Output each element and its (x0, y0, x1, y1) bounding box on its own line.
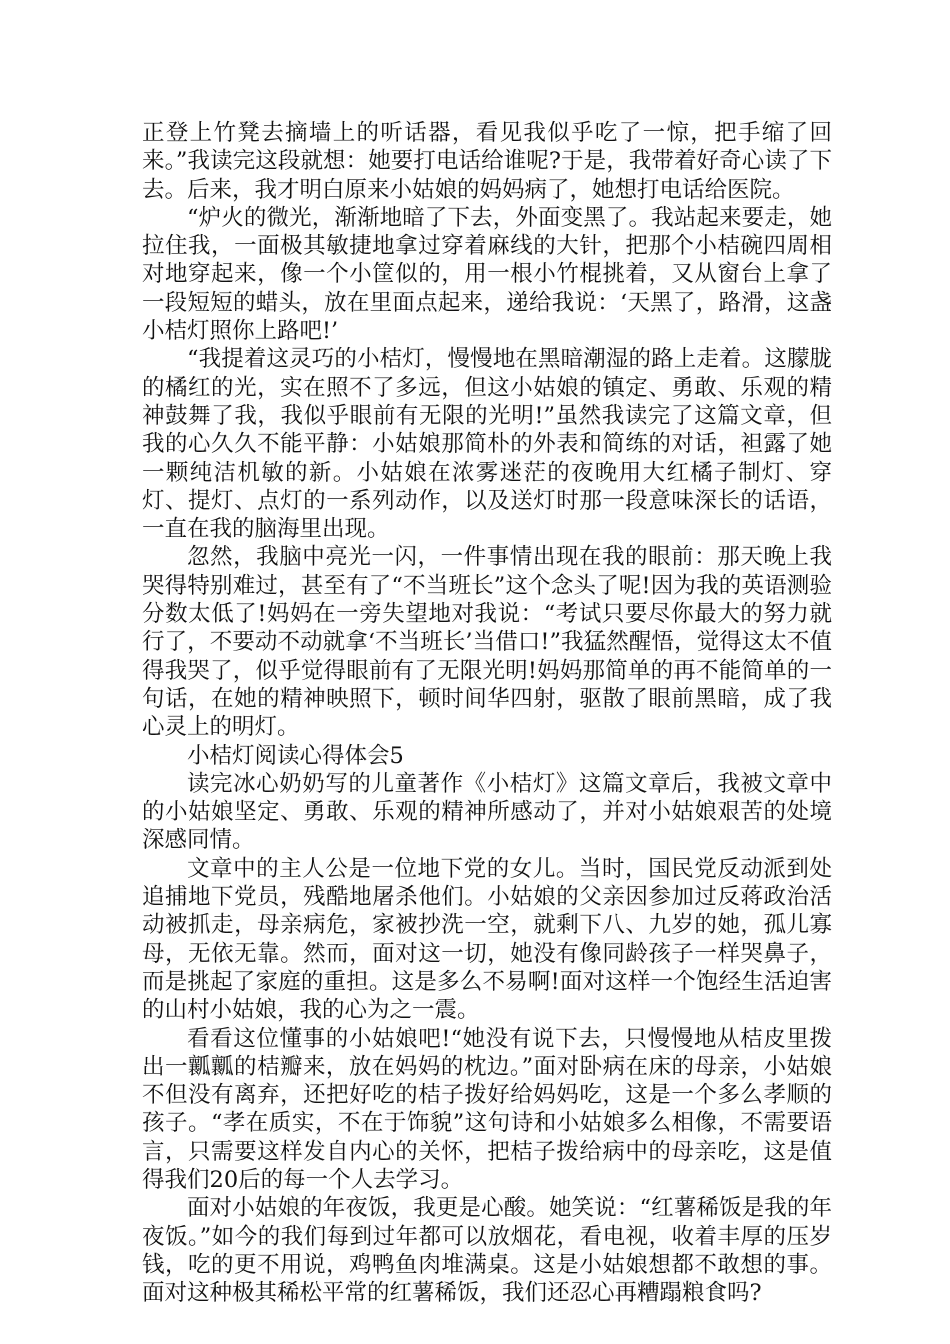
document-page (142, 119, 832, 1307)
paragraph-2: “炉火的微光，渐渐地暗了下去，外面变黑了。我站起来要走，她拉住我，一面极其敏捷地拿过穿着麻线的大针，把那个小桔碗四周相对地穿起来，像一个小筐似的，用一根小竹棍挑着，又从窗台上拿了一段短短的蜡头，放在里面点起来，递给我说：‘天黑了，路滑，这盏小桔灯照你上路吧!’ (142, 204, 832, 345)
paragraph-8: 面对小姑娘的年夜饭，我更是心酸。她笑说：“红薯稀饭是我的年夜饭。”如今的我们每到过年都可以放烟花，看电视，收着丰厚的压岁钱，吃的更不用说，鸡鸭鱼肉堆满桌。这是小姑娘想都不敢想的事。面对这种极其稀松平常的红薯稀饭，我们还忍心再糟蹋粮食吗? (142, 1195, 832, 1307)
paragraph-4: 忽然，我脑中亮光一闪，一件事情出现在我的眼前：那天晚上我哭得特别难过，甚至有了“不当班长”这个念头了呢!因为我的英语测验分数太低了!妈妈在一旁失望地对我说：“考试只要尽你最大的努力就行了，不要动不动就拿‘不当班长’当借口!”我猛然醒悟，觉得这太不值得我哭了，似乎觉得眼前有了无限光明!妈妈那简单的再不能简单的一句话，在她的精神映照下，顿时间华四射，驱散了眼前黑暗，成了我心灵上的明灯。 (142, 544, 832, 741)
paragraph-6: 文章中的主人公是一位地下党的女儿。当时，国民党反动派到处追捕地下党员，残酷地屠杀他们。小姑娘的父亲因参加过反蒋政治活动被抓走，母亲病危，家被抄洗一空，就剩下八、九岁的她，孤儿寡母，无依无靠。然而，面对这一切，她没有像同龄孩子一样哭鼻子，而是挑起了家庭的重担。这是多么不易啊!面对这样一个饱经生活迫害的山村小姑娘，我的心为之一震。 (142, 855, 832, 1024)
paragraph-7: 看看这位懂事的小姑娘吧!“她没有说下去，只慢慢地从桔皮里拨出一瓤瓤的桔瓣来，放在妈妈的枕边。”面对卧病在床的母亲，小姑娘不但没有离弃，还把好吃的桔子拨好给妈妈吃，这是一个多么孝顺的孩子。“孝在质实，不在于饰貌”这句诗和小姑娘多么相像，不需要语言，只需要这样发自内心的关怀，把桔子拨给病中的母亲吃，这是值得我们20后的每一个人去学习。 (142, 1025, 832, 1193)
section-heading: 小桔灯阅读心得体会5 (187, 742, 404, 769)
paragraph-5: 读完冰心奶奶写的儿童著作《小桔灯》这篇文章后，我被文章中的小姑娘坚定、勇敢、乐观的精神所感动了，并对小姑娘艰苦的处境深感同情。 (142, 770, 832, 854)
paragraph-1: 正登上竹凳去摘墙上的听话器，看见我似乎吃了一惊，把手缩了回来。”我读完这段就想：她要打电话给谁呢?于是，我带着好奇心读了下去。后来，我才明白原来小姑娘的妈妈病了，她想打电话给医院。 (142, 120, 832, 203)
paragraph-3: “我提着这灵巧的小桔灯，慢慢地在黑暗潮湿的路上走着。这朦胧的橘红的光，实在照不了多远，但这小姑娘的镇定、勇敢、乐观的精神鼓舞了我，我似乎眼前有无限的光明!”虽然我读完了这篇文章，但我的心久久不能平静：小姑娘那简朴的外表和简练的对话，袒露了她一颗纯洁机敏的新。小姑娘在浓雾迷茫的夜晚用大红橘子制灯、穿灯、提灯、点灯的一系列动作，以及送灯时那一段意味深长的话语，一直在我的脑海里出现。 (142, 346, 832, 543)
